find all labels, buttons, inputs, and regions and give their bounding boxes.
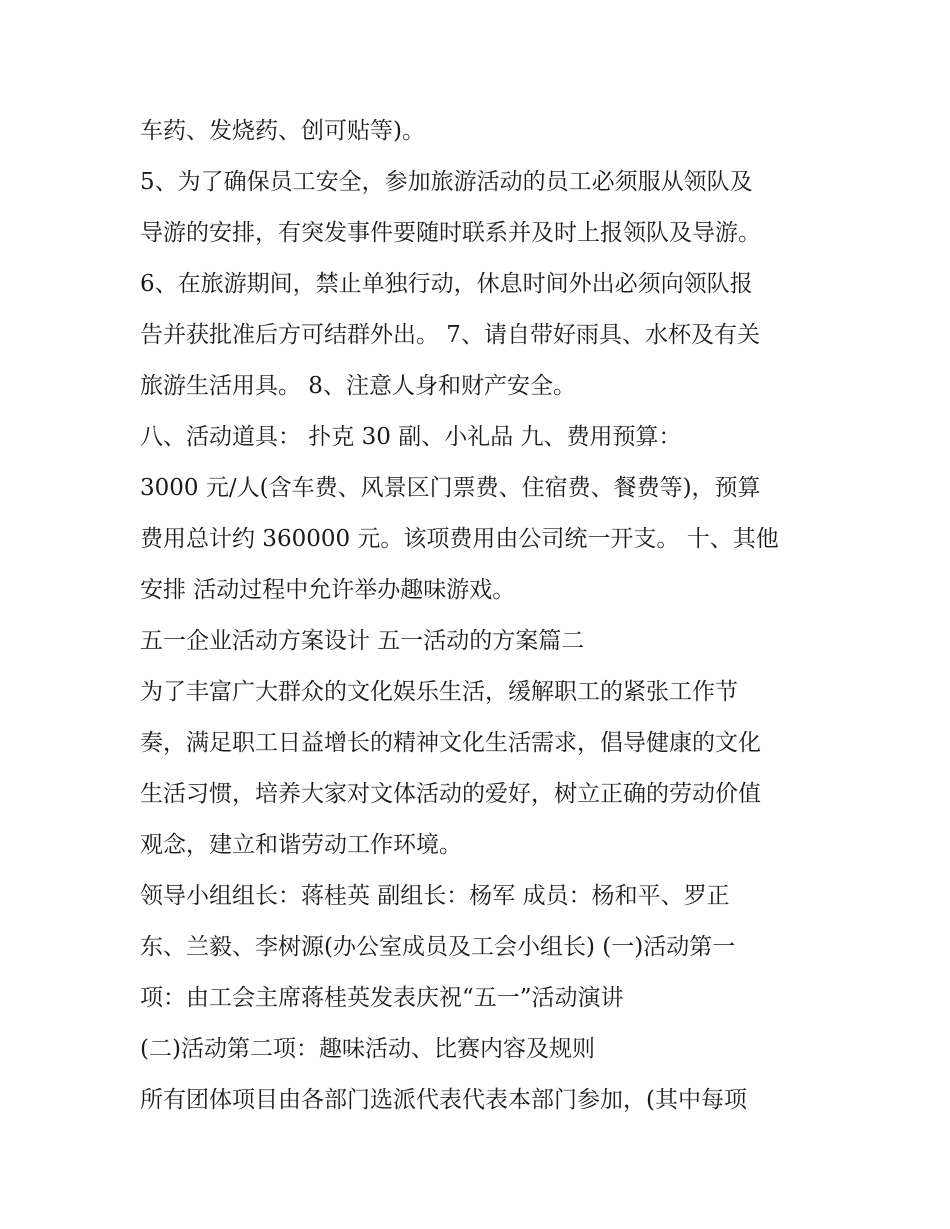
text-line: 生活习惯，培养大家对文体活动的爱好，树立正确的劳动价值 <box>140 781 761 807</box>
text-line: 车药、发烧药、创可贴等)。 <box>140 118 425 144</box>
text-line: 项：由工会主席蒋桂英发表庆祝“五一”活动演讲 <box>140 985 624 1011</box>
text-line: 费用总计约 360000 元。该项费用由公司统一开支。 十、其他 <box>140 526 779 552</box>
text-line: 为了丰富广大群众的文化娱乐生活，缓解职工的紧张工作节 <box>140 679 738 705</box>
text-line: (二)活动第二项：趣味活动、比赛内容及规则 <box>140 1036 595 1062</box>
text-line: 领导小组组长：蒋桂英 副组长：杨军 成员：杨和平、罗正 <box>140 883 730 909</box>
text-line: 奏，满足职工日益增长的精神文化生活需求，倡导健康的文化 <box>140 730 761 756</box>
text-line: 所有团体项目由各部门选派代表代表本部门参加，(其中每项 <box>140 1087 747 1113</box>
text-line: 6、在旅游期间，禁止单独行动，休息时间外出必须向领队报 <box>140 271 753 297</box>
text-line: 八、活动道具： 扑克 30 副、小礼品 九、费用预算： <box>140 424 682 450</box>
text-line: 告并获批准后方可结群外出。 7、请自带好雨具、水杯及有关 <box>140 322 760 348</box>
text-line: 5、为了确保员工安全，参加旅游活动的员工必须服从领队及 <box>140 169 753 195</box>
text-line: 导游的安排，有突发事件要随时联系并及时上报领队及导游。 <box>140 220 761 246</box>
section-heading: 五一企业活动方案设计 五一活动的方案篇二 <box>140 628 585 654</box>
text-line: 观念，建立和谐劳动工作环境。 <box>140 832 462 858</box>
text-line: 3000 元/人(含车费、风景区门票费、住宿费、餐费等)，预算 <box>140 475 761 501</box>
text-line: 东、兰毅、李树源(办公室成员及工会小组长) (一)活动第一 <box>140 934 736 960</box>
text-line: 安排 活动过程中允许举办趣味游戏。 <box>140 577 516 603</box>
document-body <box>140 106 820 1126</box>
text-line: 旅游生活用具。 8、注意人身和财产安全。 <box>140 373 576 399</box>
